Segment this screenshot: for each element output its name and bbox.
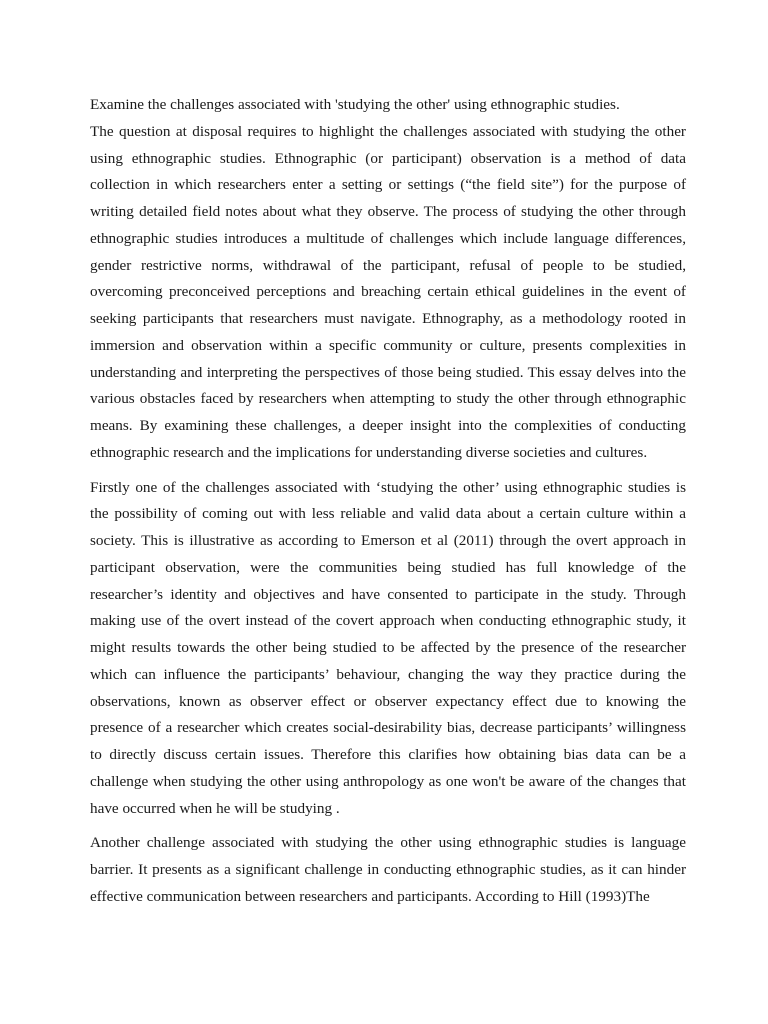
document-body — [90, 119, 686, 911]
paragraph-line: gender restrictive norms, withdrawal of the participant, refusal of people to be studied, — [90, 256, 686, 274]
paragraph-line: barrier. It presents as a significant challenge in conducting ethnographic studies, as it can hinder — [90, 861, 686, 878]
paragraph-line: have occurred when he will be studying . — [90, 799, 340, 817]
paragraph-line: ethnographic studies introduces a multitude of challenges which include language differences, — [90, 229, 686, 247]
paragraph-line: making use of the overt instead of the covert approach when conducting ethnographic study, it — [90, 612, 686, 630]
paragraph-line: The question at disposal requires to highlight the challenges associated with studying the other — [90, 122, 686, 140]
paragraph-line: might results towards the other being studied to be affected by the presence of the researcher — [90, 639, 686, 656]
paragraph-line: presence of a researcher which creates social-desirability bias, decrease participants’ willingness — [90, 719, 686, 737]
paragraph-3 — [90, 830, 686, 910]
paragraph-line: observations, known as observer effect or observer expectancy effect due to knowing the — [90, 692, 686, 710]
paragraph-1 — [90, 119, 686, 467]
paragraph-line: participant observation, were the communities being studied has full knowledge of the — [90, 558, 686, 576]
paragraph-line: writing detailed field notes about what they observe. The process of studying the other through — [90, 203, 686, 220]
paragraph-line: society. This is illustrative as according to Emerson et al (2011) through the overt approach in — [90, 532, 686, 549]
paragraph-line: researcher’s identity and objectives and have consented to participate in the study. Through — [90, 585, 686, 603]
paragraph-line: immersion and observation within a specific community or culture, presents complexities in — [90, 336, 686, 354]
paragraph-gap — [90, 822, 686, 830]
document-title: Examine the challenges associated with 'studying the other' using ethnographic studies. — [90, 96, 620, 113]
paragraph-line: overcoming preconceived perceptions and breaching certain ethical guidelines in the event of — [90, 283, 686, 301]
paragraph-line: seeking participants that researchers must navigate. Ethnography, as a methodology rooted in — [90, 310, 686, 327]
paragraph-line: challenge when studying the other using anthropology as one won't be aware of the changes that — [90, 772, 686, 790]
paragraph-line: various obstacles faced by researchers when attempting to study the other through ethnographic — [90, 390, 686, 408]
paragraph-line: using ethnographic studies. Ethnographic (or participant) observation is a method of data — [90, 149, 686, 167]
paragraph-2 — [90, 475, 686, 823]
paragraph-line: effective communication between researchers and participants. According to Hill (1993)The — [90, 887, 650, 905]
paragraph-line: which can influence the participants’ behaviour, changing the way they practice during the — [90, 665, 686, 683]
paragraph-line: collection in which researchers enter a setting or settings (“the field site”) for the purpose of — [90, 176, 686, 194]
paragraph-line: understanding and interpreting the perspectives of those being studied. This essay delves into the — [90, 363, 686, 381]
document-page — [90, 92, 686, 911]
paragraph-line: Another challenge associated with studying the other using ethnographic studies is language — [90, 834, 686, 852]
paragraph-line: means. By examining these challenges, a deeper insight into the complexities of conducting — [90, 417, 686, 434]
paragraph-line: the possibility of coming out with less reliable and valid data about a certain culture within a — [90, 505, 686, 523]
paragraph-gap — [90, 467, 686, 475]
paragraph-line: to directly discuss certain issues. Therefore this clarifies how obtaining bias data can be a — [90, 746, 686, 763]
paragraph-line: ethnographic research and the implications for understanding diverse societies and cultures. — [90, 443, 648, 461]
paragraph-line: Firstly one of the challenges associated with ‘studying the other’ using ethnographic studies is — [90, 478, 686, 496]
